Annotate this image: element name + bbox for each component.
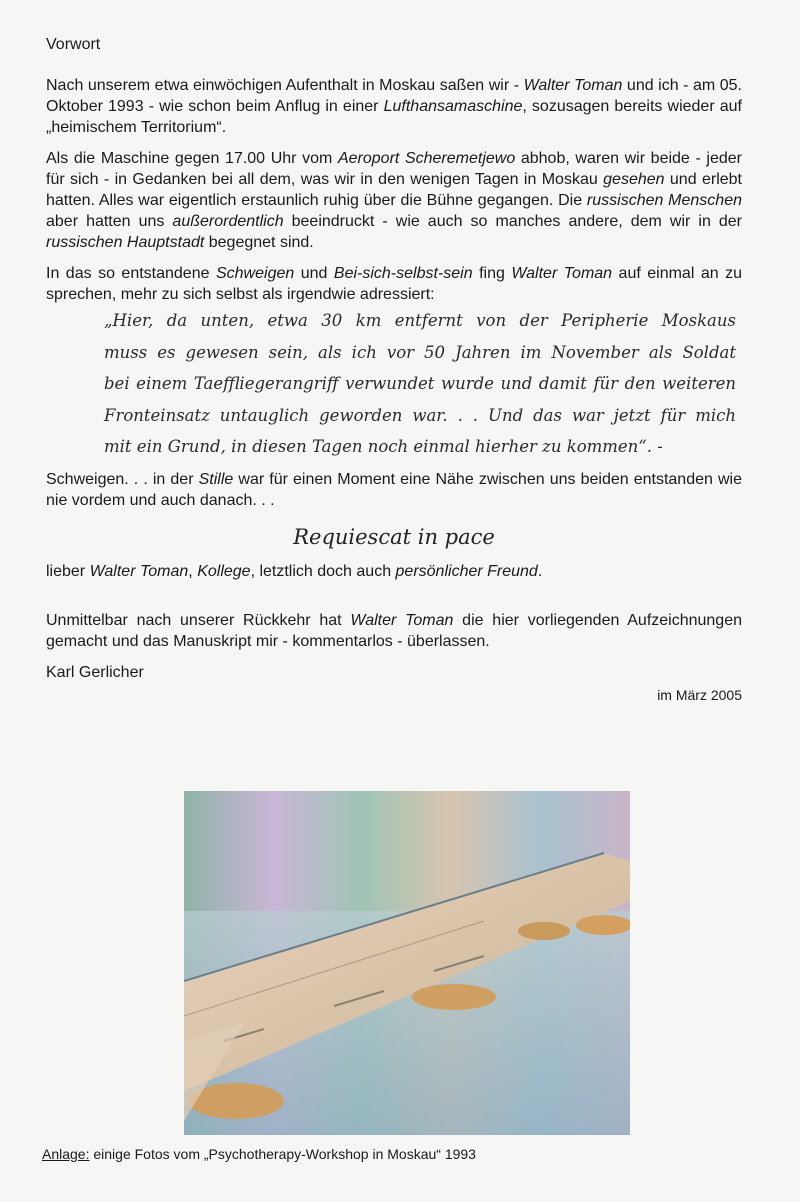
- caption-label: Anlage:: [42, 1146, 90, 1162]
- photo-illustration: [184, 791, 630, 1135]
- emphasis: Kollege: [197, 562, 251, 580]
- document-page: [46, 36, 742, 703]
- paragraph-silence: [46, 263, 742, 305]
- paragraph-arrival: [46, 75, 742, 138]
- text-run: Nach unserem etwa einwöchigen Aufenthalt in Moskau saßen wir -: [46, 77, 524, 94]
- emphasis: Lufthansamaschine: [383, 98, 523, 115]
- emphasis: Aeroport Scheremetjewo: [337, 150, 516, 167]
- date-line: im März 2005: [657, 686, 742, 703]
- text-run: In das so entstandene: [46, 265, 216, 282]
- text-run: begegnet sind.: [204, 234, 314, 251]
- text-run: .: [537, 562, 543, 580]
- quote-line: muss es gewesen sein, als ich vor 50 Jahren im November als Soldat: [104, 342, 736, 362]
- emphasis: Walter Toman: [89, 562, 189, 580]
- paragraph-dedication: [46, 561, 742, 582]
- spacer: [46, 592, 742, 610]
- emphasis: Walter Toman: [511, 265, 613, 282]
- photo-caption: [42, 1146, 476, 1162]
- emphasis: Schweigen: [215, 265, 295, 282]
- quote-line: Fronteinsatz untauglich geworden war. . . Und das war jetzt für mich: [104, 405, 736, 425]
- emphasis: Walter Toman: [350, 611, 454, 629]
- caption-text: einige Fotos vom „Psychotherapy-Workshop in Moskau“ 1993: [89, 1146, 476, 1162]
- emphasis: persönlicher Freund: [395, 562, 538, 580]
- paragraph-stillness: [46, 469, 742, 511]
- requiescat-heading: Requiescat in pace: [293, 524, 495, 549]
- emphasis: außerordentlich: [172, 213, 284, 230]
- emphasis: russischen Menschen: [586, 192, 742, 209]
- text-run: Schweigen. . . in der: [46, 470, 199, 488]
- quote-block: [104, 305, 736, 463]
- text-run: auf einmal an zu sprechen, mehr zu sich selbst als irgendwie adressiert:: [46, 265, 743, 303]
- emphasis: Walter Toman: [523, 77, 623, 94]
- text-run: , letztlich doch auch: [250, 562, 396, 580]
- paragraph-departure: [46, 148, 742, 253]
- text-run: ,: [188, 562, 198, 580]
- text-run: fing: [472, 265, 512, 282]
- page-title: Vorwort: [46, 36, 101, 53]
- text-run: beeindruckt - wie auch so manches andere, dem wir in der: [283, 213, 742, 230]
- airplane-wing-photo: [184, 791, 630, 1135]
- emphasis: Bei-sich-selbst-sein: [333, 265, 473, 282]
- text-run: abhob, waren wir beide - jeder für sich - in Gedanken bei all dem, was wir in den wenigen Tagen in Moskau: [46, 150, 742, 188]
- text-run: Unmittelbar nach unserer Rückkehr hat: [46, 611, 351, 629]
- quote-line: mit ein Grund, in diesen Tagen noch einmal hierher zu kommen“. -: [104, 437, 663, 456]
- emphasis: Stille: [198, 470, 234, 488]
- text-run: und: [294, 265, 334, 282]
- quote-line: bei einem Taeffliegerangriff verwundet wurde und damit für den weiteren: [104, 374, 736, 393]
- paragraph-manuscript: [46, 610, 742, 652]
- text-run: aber hatten uns: [46, 213, 173, 230]
- text-run: war für einen Moment eine Nähe zwischen uns beiden entstanden wie nie vordem und auch danach. . .: [46, 470, 742, 509]
- text-run: und ich - am 05. Oktober 1993 - wie schon beim Anflug in einer: [46, 77, 743, 115]
- text-run: die hier vorliegenden Aufzeichnungen gemacht und das Manuskript mir - kommentarlos - überlassen.: [46, 611, 743, 650]
- text-run: und erlebt hatten. Alles war eigentlich erstaunlich ruhig über die Bühne gegangen. Die: [46, 171, 743, 209]
- text-run: , sozusagen bereits wieder auf „heimischem Territorium“.: [46, 98, 742, 136]
- signature: Karl Gerlicher: [46, 663, 144, 681]
- text-run: Als die Maschine gegen 17.00 Uhr vom: [46, 150, 338, 167]
- quote-line: „Hier, da unten, etwa 30 km entfernt von der Peripherie Moskaus: [104, 311, 736, 330]
- emphasis: russischen Hauptstadt: [46, 234, 205, 251]
- emphasis: gesehen: [603, 171, 665, 188]
- text-run: lieber: [46, 562, 90, 580]
